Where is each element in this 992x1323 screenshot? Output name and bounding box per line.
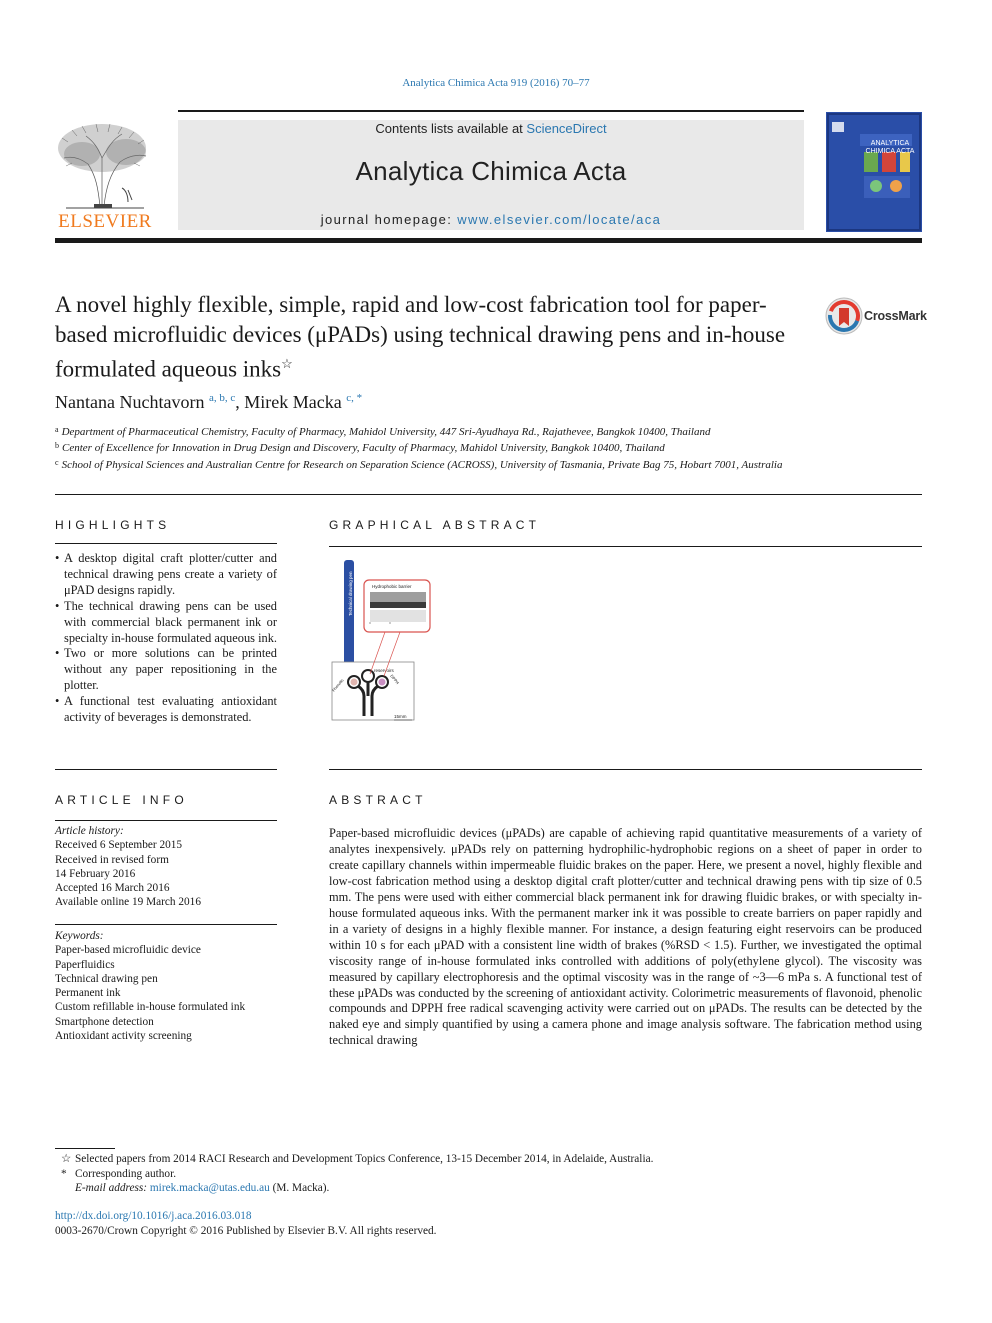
sciencedirect-link[interactable]: ScienceDirect xyxy=(526,121,607,136)
article-title-text: A novel highly flexible, simple, rapid and low-cost fabrication tool for paper-based microfluidic devices (μPADs) using technical drawing pens and in-house formulated aqueous inks xyxy=(55,292,786,382)
keyword-item: Smartphone detection xyxy=(55,1015,154,1028)
article-info-heading: ARTICLE INFO xyxy=(55,793,188,807)
keywords xyxy=(55,929,245,1043)
history-item: Received in revised form xyxy=(55,853,169,866)
history-item: Received 6 September 2015 xyxy=(55,839,183,852)
cover-title: ANALYTICA CHIMICA ACTA xyxy=(865,140,915,155)
graphical-abstract-heading: GRAPHICAL ABSTRACT xyxy=(329,518,541,532)
front-matter-rule xyxy=(55,494,922,495)
email-link[interactable]: mirek.macka@utas.edu.au xyxy=(149,1182,270,1195)
footnote-rule xyxy=(55,1148,115,1149)
keyword-item: Technical drawing pen xyxy=(55,972,158,985)
keyword-item: Permanent ink xyxy=(55,987,121,1000)
doi-link[interactable]: http://dx.doi.org/10.1016/j.aca.2016.03.018 xyxy=(55,1210,252,1222)
header-top-rule xyxy=(178,110,804,112)
highlight-item: • Two or more solutions can be printed without any paper repositioning in the plotter. xyxy=(55,646,277,694)
author-separator: , xyxy=(235,392,245,412)
affiliations xyxy=(55,423,795,472)
highlight-item: • The technical drawing pens can be used with commercial black permanent ink or specialty in-house formulated aqueous ink. xyxy=(55,599,277,647)
inset-title: Hydrophobic barrier xyxy=(372,584,412,589)
author-affiliation-marks[interactable]: a, b, c xyxy=(208,392,236,404)
elsevier-wordmark[interactable]: ELSEVIER xyxy=(58,211,152,232)
contents-prefix: Contents lists available at xyxy=(375,121,527,136)
graphical-abstract-bottom-rule xyxy=(329,769,922,770)
homepage-link[interactable]: www.elsevier.com/locate/aca xyxy=(457,212,662,227)
keyword-item: Custom refillable in-house formulated ink xyxy=(55,1001,246,1014)
contents-available-line xyxy=(178,121,804,136)
article-title xyxy=(55,290,805,384)
highlights-rule xyxy=(55,543,277,544)
article-info-rule xyxy=(55,820,277,821)
keyword-item: Paper-based microfluidic device xyxy=(55,944,201,957)
keyword-item: Paperfluidics xyxy=(55,958,115,971)
email-line xyxy=(55,1181,922,1196)
footnote-mark: * xyxy=(61,1167,67,1180)
affiliation-text: School of Physical Sciences and Australian Centre for Research on Separation Science (ACROSS), University of Tasmania, Private Bag 75, Hobart 7001, Australia xyxy=(61,458,783,471)
dpph-label: DPPH xyxy=(389,673,401,686)
footnote-item xyxy=(55,1167,922,1182)
affiliation-text: Center of Excellence for Innovation in Drug Design and Discovery, Faculty of Pharmacy, Mahidol University, Bangkok 10400, Thailand xyxy=(62,442,665,455)
journal-homepage-line xyxy=(178,212,804,227)
highlights-heading: HIGHLIGHTS xyxy=(55,518,171,532)
journal-title: Analytica Chimica Acta xyxy=(355,156,627,186)
crossmark-label[interactable]: CrossMark xyxy=(864,309,927,323)
email-suffix: (M. Macka). xyxy=(269,1182,330,1195)
email-label: E-mail address: xyxy=(75,1182,150,1195)
keywords-rule xyxy=(55,924,277,925)
footnote-text: Selected papers from 2014 RACI Research and Development Topics Conference, 13-15 December 2014, in Adelaide, Australia. xyxy=(75,1153,654,1165)
reservoirs-label: reservoirs xyxy=(374,668,394,673)
author-name: Mirek Macka xyxy=(244,392,342,412)
journal-cover-thumbnail[interactable] xyxy=(826,112,922,232)
title-footnote-mark[interactable]: ☆ xyxy=(281,356,293,371)
highlight-item: • A desktop digital craft plotter/cutter and technical drawing pens create a variety of μPAD designs rapidly. xyxy=(55,551,277,599)
scale-label: 15mm xyxy=(394,714,407,719)
header-bottom-rule xyxy=(55,238,922,243)
affiliation-label: a xyxy=(55,425,59,434)
article-history-label: Article history: xyxy=(55,825,124,837)
keywords-label: Keywords: xyxy=(55,930,104,942)
highlight-item: • A functional test evaluating antioxidant activity of beverages is demonstrated. xyxy=(55,694,277,726)
running-head[interactable]: Analytica Chimica Acta 919 (2016) 70–77 xyxy=(402,77,590,89)
affiliation-label: c xyxy=(55,457,59,467)
homepage-label: journal homepage: xyxy=(320,212,458,227)
highlights-bottom-rule xyxy=(55,769,277,770)
affiliation-item xyxy=(55,456,795,472)
abstract-heading: ABSTRACT xyxy=(329,793,427,807)
crossmark-icon[interactable] xyxy=(824,296,864,336)
affiliation-item xyxy=(55,423,795,439)
graphical-abstract-rule xyxy=(329,546,922,547)
highlights-list xyxy=(55,551,277,726)
author-list xyxy=(55,392,362,413)
history-item: Accepted 16 March 2016 xyxy=(55,882,170,895)
author-affiliation-marks[interactable]: c, * xyxy=(346,392,363,404)
footnote-mark: ☆ xyxy=(61,1153,72,1165)
graphical-abstract-figure[interactable] xyxy=(330,556,434,724)
abstract-text: Paper-based microfluidic devices (μPADs) are capable of achieving rapid quantitative measurements of a variety of analytes inexpensively. μPADs rely on patterning hydrophilic-hydrophobic regions on a sheet of paper in order to create capillary channels within impermeable fluidic brakes on the paper. Here, we present a novel, highly flexible and low-cost fabrication method using a desktop digital craft plotter/cutter and technical drawing pens with tip size of 0.5 mm. The pens were used with either commercial black permanent ink for drawing fluidic brakes, or with specialty in-house formulated aqueous inks. With the permanent marker ink it was possible to create barriers on paper rapidly and in a variety of designs in a highly flexible manner. For instance, a design featuring eight reservoirs can be produced within 10 s for each μPAD with a consistent line width of brakes (%RSD < 1.5). Further, we investigated the optimal viscosity range of in-house formulated inks controlled with additions of poly(ethylene glycol). The viscosity was measured by capillary electrophoresis and the optimal viscosity was in the range of ~3—6 mPa s. A functional test of these μPADs was conducted by the screening of antioxidant activity. Colorimetric measurements of flavonoid, phenolic compounds and DPPH free radical scavenging activity were carried out on μPADs. The results can be detected by the naked eye and simply quantified by using a camera phone and image analysis software. The fabrication method using technical drawing xyxy=(329,826,922,1048)
footnote-item xyxy=(55,1152,922,1167)
affiliation-text: Department of Pharmaceutical Chemistry, Faculty of Pharmacy, Mahidol University, 447 Sri-Ayudhaya Rd., Rajathevee, Bangkok 10400, Thailand xyxy=(61,426,711,438)
article-history xyxy=(55,824,201,910)
affiliation-label: b xyxy=(55,441,59,451)
history-item: Available online 19 March 2016 xyxy=(55,896,201,909)
phenolic-label: Phenolic xyxy=(330,677,345,693)
pen-label: Technical drawing pen xyxy=(348,571,353,616)
footnote-text: Corresponding author. xyxy=(75,1167,177,1180)
history-item: 14 February 2016 xyxy=(55,867,136,880)
author-name: Nantana Nuchtavorn xyxy=(55,392,205,412)
affiliation-item xyxy=(55,439,795,455)
keyword-item: Antioxidant activity screening xyxy=(55,1030,192,1043)
footnotes xyxy=(55,1152,922,1196)
copyright-line: 0003-2670/Crown Copyright © 2016 Published by Elsevier B.V. All rights reserved. xyxy=(55,1225,437,1237)
